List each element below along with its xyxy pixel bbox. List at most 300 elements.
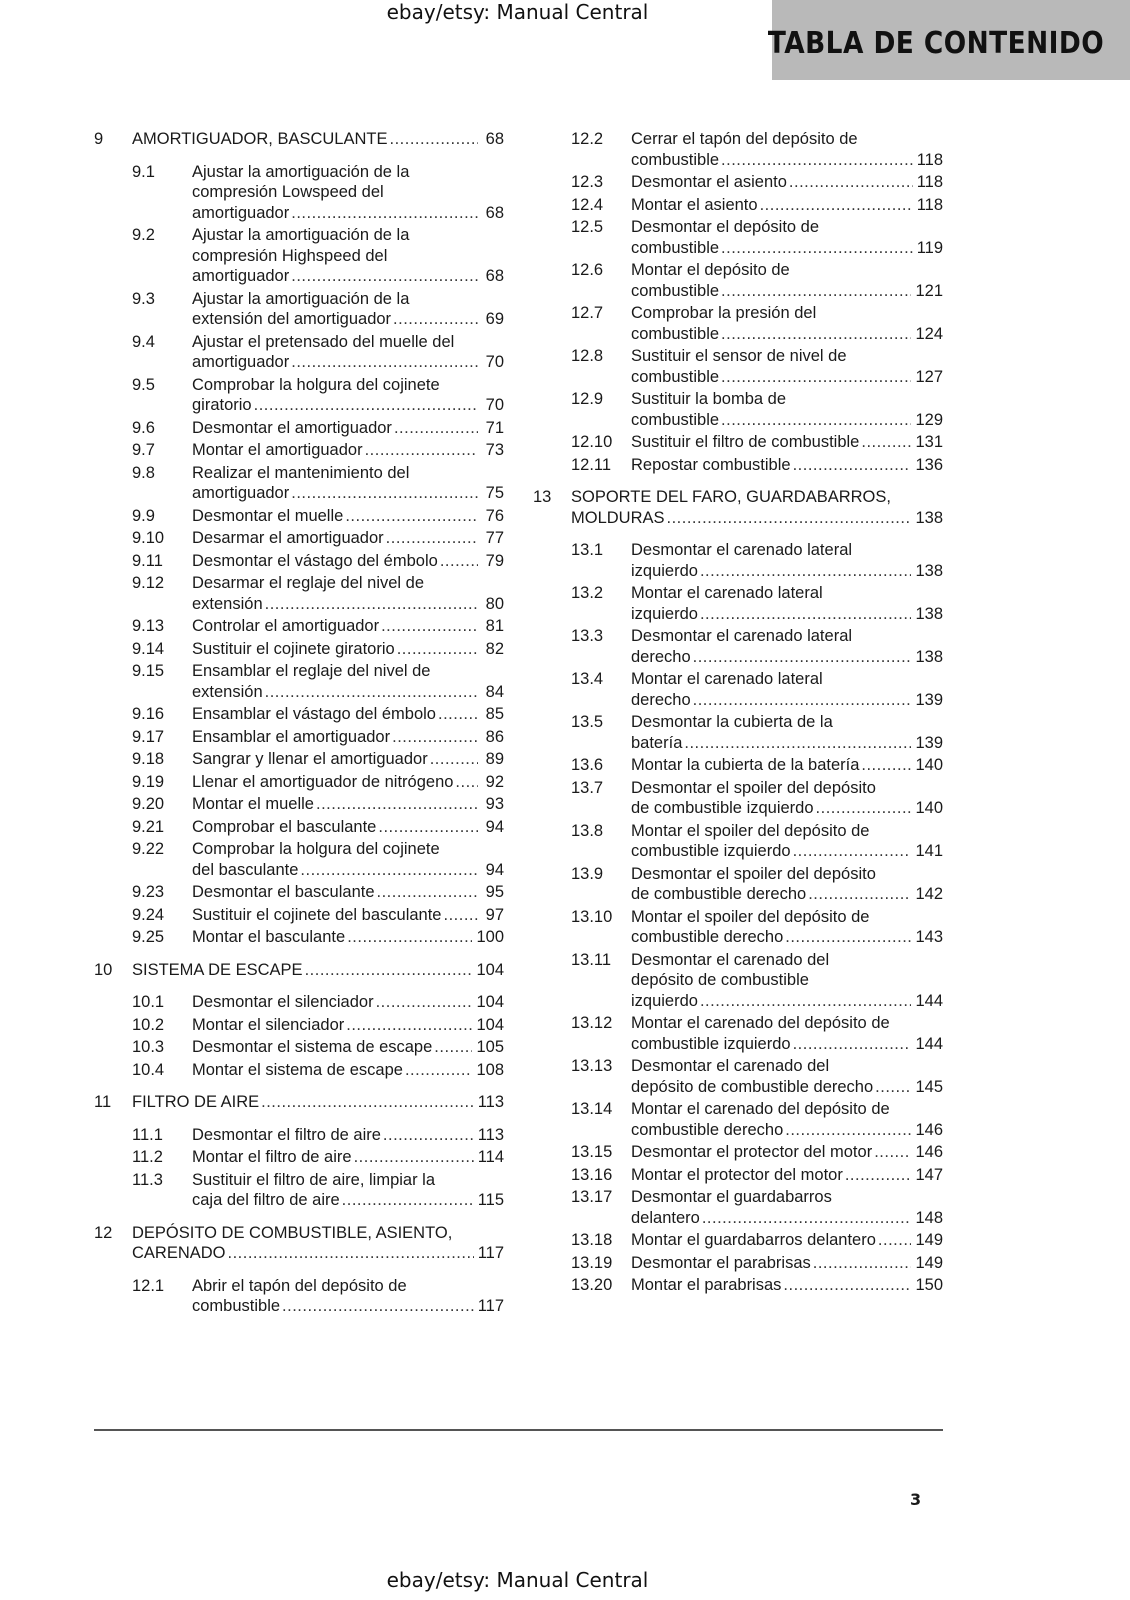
watermark-top: ebay/etsy: Manual Central bbox=[386, 0, 649, 24]
dot-leader bbox=[455, 772, 478, 793]
toc-page-number: 118 bbox=[916, 173, 943, 191]
toc-page-number: 70 bbox=[485, 353, 504, 371]
toc-page-number: 94 bbox=[485, 817, 504, 836]
toc-section-entry[interactable] bbox=[533, 540, 943, 581]
toc-section-entry[interactable] bbox=[94, 772, 504, 793]
toc-entry-title: Ensamblar el vástago del émbolo bbox=[192, 705, 436, 723]
toc-section-entry[interactable] bbox=[533, 1187, 943, 1228]
toc-section-entry[interactable] bbox=[94, 639, 504, 660]
dot-leader bbox=[305, 960, 473, 981]
toc-section-entry[interactable] bbox=[94, 794, 504, 815]
toc-entry-title: combustible izquierdo bbox=[631, 842, 791, 860]
toc-page-number: 136 bbox=[915, 455, 943, 474]
toc-page-number: 97 bbox=[485, 905, 504, 924]
dot-leader bbox=[434, 1037, 472, 1058]
toc-entry-title: Montar el carenado del depósito de bbox=[631, 1014, 890, 1032]
toc-entry-number: 13.7 bbox=[571, 778, 604, 797]
toc-entry-title: Ajustar el pretensado del muelle del bbox=[192, 332, 455, 351]
toc-entry-title: Ajustar la amortiguación de la bbox=[192, 289, 410, 308]
toc-section-entry[interactable] bbox=[533, 432, 943, 453]
toc-entry-number: 9.14 bbox=[132, 639, 165, 658]
toc-entry-number: 12.7 bbox=[571, 304, 604, 322]
toc-entry-number: 12.2 bbox=[571, 130, 604, 148]
dot-leader bbox=[875, 1077, 911, 1098]
toc-page-number: 140 bbox=[915, 756, 943, 774]
toc-section-entry[interactable] bbox=[533, 626, 943, 667]
dot-leader bbox=[378, 817, 478, 838]
toc-entry-title: extensión bbox=[192, 594, 263, 613]
toc-page-number: 70 bbox=[485, 396, 504, 414]
dot-leader bbox=[345, 506, 478, 527]
toc-entry-number: 13.16 bbox=[571, 1165, 613, 1184]
toc-page-number: 104 bbox=[476, 1015, 504, 1034]
toc-page-number: 113 bbox=[477, 1093, 504, 1111]
toc-chapter-entry[interactable] bbox=[94, 129, 504, 150]
dot-leader bbox=[254, 395, 478, 416]
toc-entry-title: Comprobar la presión del bbox=[631, 304, 817, 322]
toc-entry-number: 9.6 bbox=[132, 418, 155, 437]
toc-page-number: 115 bbox=[477, 1191, 504, 1209]
toc-entry-title: Repostar combustible bbox=[631, 455, 791, 474]
toc-page-number: 138 bbox=[915, 647, 943, 666]
toc-page-number: 81 bbox=[485, 617, 504, 635]
toc-entry-number: 13.13 bbox=[571, 1057, 613, 1075]
dot-leader bbox=[291, 266, 478, 287]
toc-entry-number: 11.2 bbox=[132, 1148, 163, 1166]
toc-section-entry[interactable] bbox=[94, 225, 504, 287]
toc-page-number: 76 bbox=[485, 506, 504, 525]
toc-entry-number: 10.1 bbox=[132, 993, 165, 1011]
dot-leader bbox=[721, 367, 911, 388]
toc-page-number: 147 bbox=[915, 1165, 943, 1184]
toc-page-number: 89 bbox=[485, 750, 504, 768]
toc-section-entry[interactable] bbox=[94, 817, 504, 838]
toc-entry-title: Desmontar el depósito de bbox=[631, 218, 820, 236]
dot-leader bbox=[346, 1015, 472, 1036]
toc-entry-title: Desmontar el spoiler del depósito bbox=[631, 778, 876, 797]
toc-entry-title: Desmontar la cubierta de la bbox=[631, 713, 833, 731]
toc-entry-number: 12.3 bbox=[571, 173, 604, 191]
toc-page-number: 104 bbox=[476, 993, 504, 1011]
toc-page-number: 85 bbox=[485, 705, 504, 723]
toc-entry-number: 13.5 bbox=[571, 713, 604, 731]
toc-entry-title: derecho bbox=[631, 647, 691, 666]
toc-page-number: 127 bbox=[915, 367, 943, 386]
toc-entry-title: Cerrar el tapón del depósito de bbox=[631, 130, 858, 148]
toc-section-entry[interactable] bbox=[533, 1253, 943, 1274]
dot-leader bbox=[760, 195, 913, 216]
toc-section-entry[interactable] bbox=[94, 704, 504, 725]
toc-entry-title: FILTRO DE AIRE bbox=[132, 1093, 260, 1111]
dot-leader bbox=[700, 991, 912, 1012]
toc-page-number: 92 bbox=[485, 772, 504, 791]
toc-page-number: 138 bbox=[915, 561, 943, 580]
dot-leader bbox=[684, 733, 911, 754]
toc-entry-title: Llenar el amortiguador de nitrógeno bbox=[192, 772, 454, 791]
toc-entry-number: 10.3 bbox=[132, 1038, 165, 1056]
toc-section-entry[interactable] bbox=[533, 950, 943, 1012]
toc-entry-title: Desmontar el guardabarros bbox=[631, 1188, 832, 1206]
toc-page-number: 144 bbox=[915, 1034, 943, 1053]
toc-entry-number: 9.13 bbox=[132, 617, 165, 635]
toc-page-number: 69 bbox=[485, 310, 504, 328]
toc-section-entry[interactable] bbox=[94, 616, 504, 637]
toc-entry-title: izquierdo bbox=[631, 561, 698, 580]
toc-entry-title: compresión Lowspeed del bbox=[192, 183, 384, 201]
toc-section-entry[interactable] bbox=[94, 1015, 504, 1036]
toc-section-entry[interactable] bbox=[533, 821, 943, 862]
toc-entry-title: combustible bbox=[631, 410, 720, 429]
toc-page-number: 86 bbox=[485, 727, 504, 746]
toc-entry-number: 13.11 bbox=[571, 950, 612, 969]
toc-entry-number: 12.10 bbox=[571, 433, 613, 451]
toc-page-number: 131 bbox=[915, 433, 943, 451]
toc-entry-title: Desmontar el sistema de escape bbox=[192, 1038, 433, 1056]
toc-entry-number: 13 bbox=[533, 488, 552, 506]
dot-leader bbox=[377, 882, 478, 903]
toc-section-entry[interactable] bbox=[94, 162, 504, 224]
toc-section-entry[interactable] bbox=[94, 839, 504, 880]
toc-entry-number: 13.14 bbox=[571, 1100, 613, 1118]
toc-page-number: 68 bbox=[485, 203, 504, 222]
dot-leader bbox=[700, 604, 912, 625]
toc-page-number: 100 bbox=[476, 928, 504, 946]
toc-page-number: 146 bbox=[915, 1120, 943, 1139]
dot-leader bbox=[389, 129, 478, 150]
toc-entry-title: Desmontar el carenado lateral bbox=[631, 541, 853, 559]
toc-section-entry[interactable] bbox=[533, 303, 943, 344]
toc-page-number: 77 bbox=[485, 529, 504, 547]
toc-entry-title: Montar el protector del motor bbox=[631, 1165, 843, 1184]
dot-leader bbox=[702, 1208, 912, 1229]
toc-section-entry[interactable] bbox=[533, 1275, 943, 1296]
toc-entry-number: 9.10 bbox=[132, 529, 165, 547]
toc-entry-title: izquierdo bbox=[631, 991, 698, 1010]
toc-page-number: 117 bbox=[477, 1244, 504, 1262]
toc-entry-number: 12.1 bbox=[132, 1276, 165, 1295]
toc-section-entry[interactable] bbox=[533, 1230, 943, 1251]
dot-leader bbox=[721, 238, 913, 259]
toc-section-entry[interactable] bbox=[94, 506, 504, 527]
dot-leader bbox=[261, 1092, 474, 1113]
toc-entry-title: amortiguador bbox=[192, 353, 290, 371]
toc-section-entry[interactable] bbox=[94, 749, 504, 770]
toc-entry-number: 11 bbox=[94, 1093, 112, 1111]
toc-entry-number: 11.3 bbox=[132, 1170, 163, 1189]
dot-leader bbox=[397, 639, 478, 660]
toc-page-number: 129 bbox=[915, 410, 943, 429]
dot-leader bbox=[783, 1275, 911, 1296]
dot-leader bbox=[793, 455, 912, 476]
dot-leader bbox=[793, 841, 912, 862]
toc-entry-number: 9.5 bbox=[132, 375, 155, 394]
toc-section-entry[interactable] bbox=[94, 1170, 504, 1211]
dot-leader bbox=[228, 1243, 474, 1264]
toc-page-number: 145 bbox=[915, 1077, 943, 1096]
toc-page-number: 140 bbox=[915, 799, 943, 817]
toc-section-entry[interactable] bbox=[94, 927, 504, 948]
toc-page-number: 138 bbox=[915, 604, 943, 623]
toc-entry-title: Desmontar el silenciador bbox=[192, 993, 374, 1011]
toc-entry-title: combustible bbox=[631, 324, 720, 343]
toc-section-entry[interactable] bbox=[533, 346, 943, 387]
toc-entry-title: Desmontar el spoiler del depósito bbox=[631, 864, 876, 883]
toc-page-number: 113 bbox=[477, 1125, 504, 1144]
toc-page-number: 148 bbox=[915, 1208, 943, 1227]
toc-entry-title: Ajustar la amortiguación de la bbox=[192, 162, 410, 181]
toc-section-entry[interactable] bbox=[533, 172, 943, 193]
dot-leader bbox=[721, 281, 911, 302]
toc-entry-title: Montar el amortiguador bbox=[192, 441, 363, 459]
dot-leader bbox=[667, 508, 912, 529]
toc-chapter-entry[interactable] bbox=[94, 1223, 504, 1264]
footer-divider bbox=[94, 1429, 943, 1431]
toc-section-entry[interactable] bbox=[94, 573, 504, 614]
toc-entry-number: 9.25 bbox=[132, 928, 165, 946]
toc-entry-number: 12.11 bbox=[571, 455, 612, 474]
dot-leader bbox=[365, 440, 478, 461]
toc-section-entry[interactable] bbox=[533, 1099, 943, 1140]
toc-entry-title: Montar el silenciador bbox=[192, 1015, 345, 1034]
toc-entry-title: Ensamblar el amortiguador bbox=[192, 727, 391, 746]
toc-entry-title: delantero bbox=[631, 1208, 700, 1227]
toc-entry-title: Desmontar el carenado del bbox=[631, 950, 830, 969]
toc-page-number: 73 bbox=[485, 441, 504, 459]
toc-page-number: 141 bbox=[915, 842, 943, 860]
dot-leader bbox=[785, 927, 911, 948]
dot-leader bbox=[392, 727, 478, 748]
toc-entry-number: 13.2 bbox=[571, 584, 604, 602]
toc-page-number: 71 bbox=[485, 418, 504, 437]
toc-entry-title: amortiguador bbox=[192, 203, 290, 222]
toc-page-number: 95 bbox=[485, 883, 504, 901]
toc-entry-number: 13.20 bbox=[571, 1276, 613, 1294]
dot-leader bbox=[291, 352, 478, 373]
toc-column-right bbox=[533, 129, 943, 1298]
dot-leader bbox=[693, 647, 912, 668]
toc-entry-title: combustible derecho bbox=[631, 1120, 784, 1139]
toc-entry-title: Desmontar el carenado lateral bbox=[631, 627, 853, 645]
toc-page-number: 75 bbox=[485, 484, 504, 502]
toc-entry-number: 10.2 bbox=[132, 1015, 165, 1034]
dot-leader bbox=[383, 1125, 474, 1146]
dot-leader bbox=[393, 309, 478, 330]
toc-section-entry[interactable] bbox=[533, 778, 943, 819]
toc-chapter-entry[interactable] bbox=[94, 960, 504, 981]
toc-entry-number: 9.8 bbox=[132, 463, 155, 482]
toc-entry-title: Ajustar la amortiguación de la bbox=[192, 226, 410, 244]
toc-section-entry[interactable] bbox=[94, 418, 504, 439]
dot-leader bbox=[861, 432, 911, 453]
toc-section-entry[interactable] bbox=[533, 455, 943, 476]
toc-entry-number: 9.21 bbox=[132, 817, 165, 836]
dot-leader bbox=[438, 704, 478, 725]
toc-section-entry[interactable] bbox=[94, 727, 504, 748]
watermark-bottom: ebay/etsy: Manual Central bbox=[386, 1568, 649, 1592]
toc-entry-number: 13.6 bbox=[571, 756, 604, 774]
toc-section-entry[interactable] bbox=[94, 1125, 504, 1146]
toc-entry-title: MOLDURAS bbox=[571, 508, 665, 527]
dot-leader bbox=[405, 1060, 473, 1081]
toc-entry-title: Desmontar el carenado del bbox=[631, 1057, 830, 1075]
toc-section-entry[interactable] bbox=[533, 864, 943, 905]
toc-entry-title: combustible bbox=[631, 150, 720, 169]
dot-leader bbox=[721, 324, 911, 345]
toc-section-entry[interactable] bbox=[94, 375, 504, 416]
toc-entry-title: DEPÓSITO DE COMBUSTIBLE, ASIENTO, bbox=[132, 1223, 453, 1242]
toc-entry-number: 13.4 bbox=[571, 670, 604, 688]
toc-entry-title: Montar el asiento bbox=[631, 195, 758, 214]
toc-entry-title: Sustituir el filtro de combustible bbox=[631, 433, 860, 451]
toc-entry-title: Desmontar el basculante bbox=[192, 883, 375, 901]
toc-section-entry[interactable] bbox=[533, 389, 943, 430]
toc-section-entry[interactable] bbox=[533, 260, 943, 301]
dot-leader bbox=[381, 616, 478, 637]
toc-entry-title: CARENADO bbox=[132, 1244, 226, 1262]
toc-page-number: 139 bbox=[915, 733, 943, 752]
toc-section-entry[interactable] bbox=[94, 463, 504, 504]
toc-entry-number: 13.17 bbox=[571, 1188, 613, 1206]
toc-entry-number: 13.3 bbox=[571, 627, 604, 645]
toc-column-left bbox=[94, 129, 504, 1319]
toc-section-entry[interactable] bbox=[533, 195, 943, 216]
toc-section-entry[interactable] bbox=[533, 907, 943, 948]
dot-leader bbox=[291, 483, 478, 504]
toc-page-number: 142 bbox=[915, 885, 943, 903]
dot-leader bbox=[861, 755, 911, 776]
toc-entry-number: 9.2 bbox=[132, 226, 155, 244]
dot-leader bbox=[700, 561, 912, 582]
toc-section-entry[interactable] bbox=[533, 755, 943, 776]
dot-leader bbox=[443, 905, 478, 926]
toc-entry-title: Sustituir el filtro de aire, limpiar la bbox=[192, 1170, 436, 1189]
toc-page-number: 139 bbox=[915, 690, 943, 709]
toc-entry-number: 12.4 bbox=[571, 195, 604, 214]
dot-leader bbox=[721, 150, 913, 171]
toc-entry-title: SISTEMA DE ESCAPE bbox=[132, 960, 303, 979]
toc-page-number: 104 bbox=[476, 960, 504, 979]
toc-page-number: 105 bbox=[476, 1038, 504, 1056]
toc-entry-title: Desmontar el protector del motor bbox=[631, 1143, 873, 1161]
toc-page-number: 119 bbox=[916, 238, 943, 257]
toc-section-entry[interactable] bbox=[533, 129, 943, 170]
dot-leader bbox=[808, 884, 911, 905]
toc-section-entry[interactable] bbox=[94, 551, 504, 572]
toc-section-entry[interactable] bbox=[533, 1056, 943, 1097]
toc-page-number: 144 bbox=[915, 991, 943, 1010]
toc-entry-title: compresión Highspeed del bbox=[192, 246, 388, 265]
toc-entry-title: Montar el carenado lateral bbox=[631, 670, 823, 688]
toc-entry-title: de combustible izquierdo bbox=[631, 799, 814, 817]
toc-section-entry[interactable] bbox=[533, 712, 943, 753]
toc-entry-title: combustible izquierdo bbox=[631, 1034, 791, 1053]
toc-section-entry[interactable] bbox=[94, 528, 504, 549]
toc-entry-number: 9.16 bbox=[132, 705, 165, 723]
toc-section-entry[interactable] bbox=[94, 1147, 504, 1168]
toc-page-number: 68 bbox=[485, 130, 504, 148]
toc-entry-number: 9.24 bbox=[132, 905, 165, 924]
toc-entry-title: amortiguador bbox=[192, 267, 290, 285]
toc-section-entry[interactable] bbox=[94, 332, 504, 373]
toc-entry-title: Montar el spoiler del depósito de bbox=[631, 907, 870, 926]
toc-page-number: 79 bbox=[485, 551, 504, 570]
toc-entry-title: Sustituir la bomba de bbox=[631, 390, 787, 408]
toc-entry-number: 13.12 bbox=[571, 1014, 613, 1032]
dot-leader bbox=[386, 528, 478, 549]
toc-section-entry[interactable] bbox=[533, 1165, 943, 1186]
toc-page-number: 114 bbox=[477, 1148, 504, 1166]
toc-entry-title: del basculante bbox=[192, 860, 299, 879]
toc-chapter-entry[interactable] bbox=[533, 487, 943, 528]
toc-entry-title: Sustituir el sensor de nivel de bbox=[631, 347, 847, 365]
toc-entry-title: Comprobar la holgura del cojinete bbox=[192, 375, 440, 394]
toc-page-number: 146 bbox=[915, 1143, 943, 1161]
toc-entry-number: 13.8 bbox=[571, 821, 604, 840]
dot-leader bbox=[347, 927, 472, 948]
toc-entry-number: 9.15 bbox=[132, 662, 165, 680]
toc-section-entry[interactable] bbox=[94, 661, 504, 702]
dot-leader bbox=[845, 1165, 912, 1186]
toc-entry-title: Desarmar el reglaje del nivel de bbox=[192, 574, 425, 592]
toc-section-entry[interactable] bbox=[533, 217, 943, 258]
toc-section-entry[interactable] bbox=[94, 1037, 504, 1058]
toc-page-number: 108 bbox=[476, 1060, 504, 1079]
toc-entry-title: Controlar el amortiguador bbox=[192, 617, 380, 635]
toc-section-entry[interactable] bbox=[533, 1013, 943, 1054]
toc-entry-number: 12.5 bbox=[571, 218, 604, 236]
toc-entry-number: 9.3 bbox=[132, 289, 155, 308]
toc-entry-title: Sangrar y llenar el amortiguador bbox=[192, 750, 428, 768]
toc-section-entry[interactable] bbox=[533, 1142, 943, 1163]
toc-page-number: 149 bbox=[915, 1253, 943, 1272]
toc-page-number: 68 bbox=[485, 267, 504, 285]
toc-entry-title: Montar la cubierta de la batería bbox=[631, 756, 860, 774]
toc-entry-title: Montar el guardabarros delantero bbox=[631, 1231, 876, 1249]
toc-section-entry[interactable] bbox=[94, 992, 504, 1013]
header-banner bbox=[767, 0, 1130, 80]
toc-entry-title: depósito de combustible bbox=[631, 971, 809, 989]
toc-entry-title: Sustituir el cojinete giratorio bbox=[192, 639, 395, 658]
toc-section-entry[interactable] bbox=[94, 1060, 504, 1081]
toc-entry-number: 9.12 bbox=[132, 574, 165, 592]
toc-entry-number: 9.1 bbox=[132, 162, 155, 181]
toc-section-entry[interactable] bbox=[94, 905, 504, 926]
toc-entry-title: Comprobar el basculante bbox=[192, 817, 377, 836]
toc-entry-title: Desmontar el asiento bbox=[631, 173, 787, 191]
toc-entry-number: 9.7 bbox=[132, 441, 155, 459]
toc-entry-number: 12 bbox=[94, 1223, 113, 1242]
dot-leader bbox=[282, 1296, 474, 1317]
toc-entry-title: combustible bbox=[631, 367, 720, 386]
toc-entry-number: 13.1 bbox=[571, 541, 604, 559]
toc-page-number: 117 bbox=[477, 1297, 504, 1315]
toc-section-entry[interactable] bbox=[94, 1276, 504, 1317]
toc-section-entry[interactable] bbox=[94, 289, 504, 330]
toc-entry-title: Realizar el mantenimiento del bbox=[192, 463, 410, 482]
toc-entry-title: Montar el carenado del depósito de bbox=[631, 1100, 890, 1118]
toc-section-entry[interactable] bbox=[533, 669, 943, 710]
toc-entry-title: Desmontar el filtro de aire bbox=[192, 1125, 381, 1144]
toc-section-entry[interactable] bbox=[94, 882, 504, 903]
dot-leader bbox=[813, 1253, 912, 1274]
toc-entry-number: 9.17 bbox=[132, 727, 165, 746]
dot-leader bbox=[265, 594, 478, 615]
toc-chapter-entry[interactable] bbox=[94, 1092, 504, 1113]
toc-entry-title: izquierdo bbox=[631, 604, 698, 623]
toc-section-entry[interactable] bbox=[94, 440, 504, 461]
toc-entry-title: Desmontar el vástago del émbolo bbox=[192, 551, 438, 570]
toc-section-entry[interactable] bbox=[533, 583, 943, 624]
